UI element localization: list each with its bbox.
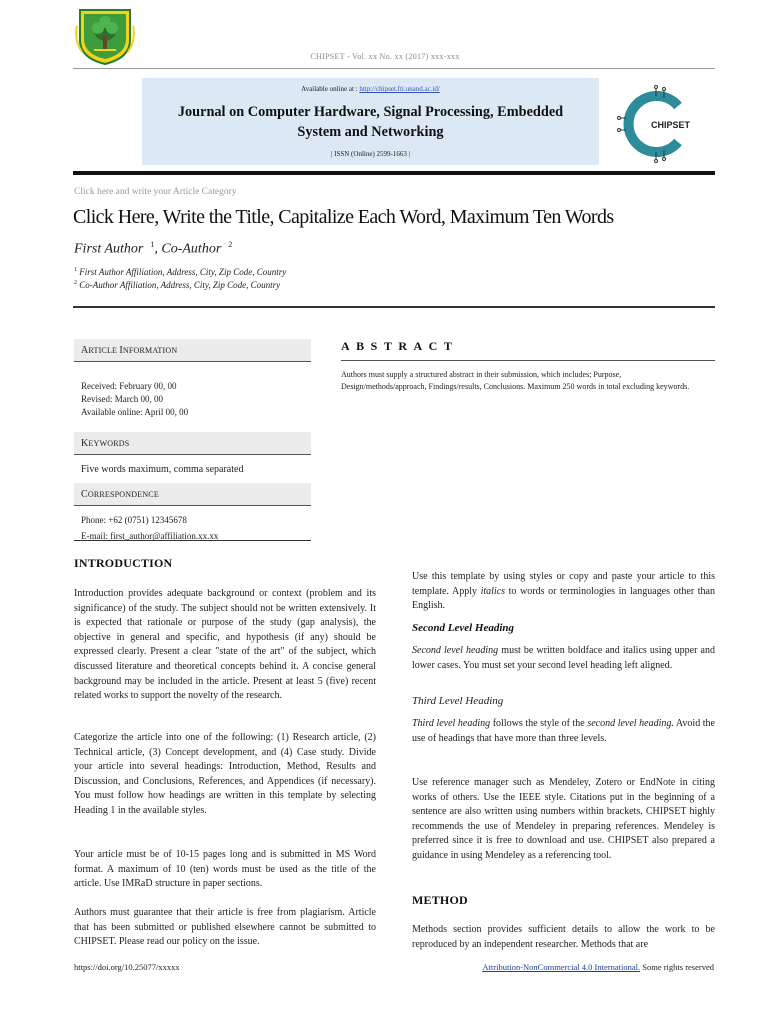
availability-line (142, 85, 599, 93)
method-paragraph-1 (412, 923, 715, 952)
chipset-logo (616, 84, 698, 164)
received-date: Received: February 00, 00 (81, 381, 177, 391)
keywords-heading (74, 432, 311, 454)
right-paragraph-1 (412, 570, 715, 614)
right-p3-rest: Avoid the use of headings that have more than three levels. (412, 718, 715, 744)
method-p1-text: Methods section provides sufficient details to allow the work to be reproduced by an independent researcher. Methods that are (412, 924, 715, 950)
affiliation-2 (74, 280, 280, 290)
correspondence-rule (74, 505, 311, 506)
aff1-text: First Author Affiliation, Address, City, Zip Code, Country (79, 267, 287, 277)
aff2-text: Co-Author Affiliation, Address, City, Zip Code, Country (79, 280, 281, 290)
right-p1-italic: italics (480, 585, 506, 597)
journal-title-line1: Journal on Computer Hardware, Signal Processing, Embedded (177, 104, 564, 120)
right-p1-part-b: to words or terminologies in languages other than English. (412, 585, 715, 612)
journal-title-line2: System and Networking (297, 123, 444, 140)
third-level-heading: Third Level Heading (412, 695, 504, 707)
heading-smallcaps: ORRESPONDENCE (87, 490, 159, 499)
first-author: First Author (74, 241, 144, 257)
journal-url-link[interactable]: http://chipset.fti.unand.ac.id/ (359, 85, 440, 93)
header-divider (73, 68, 715, 69)
intro-paragraph-4 (74, 906, 376, 950)
intro-paragraph-2 (74, 731, 376, 819)
right-p3-italic-2: second level heading. (587, 718, 674, 729)
keywords-text: Five words maximum, comma separated (81, 464, 244, 475)
intro-p1-text: Introduction provides adequate background or context (problem and its significance) of the study. The subject should not be written extensively. It is expected that rationale or purpose of the study (gap analysis), the objective in general and specific, and hypothesis (if any) should be expressed clearly. Present a clear "state of the art" of the subject, which discussed literature and theoretical concepts behind it. A concise general background may be included in the article. Present at least 5 (five) recent related works to support the novelty of the research. (74, 588, 376, 702)
abstract-text[interactable]: Authors must supply a structured abstract in their submission, which includes; Purpose, Design/methods/approach, Findings/results, Conclusions. Maximum 250 words in total excluding keywords. (341, 370, 690, 391)
affiliation-1 (74, 267, 286, 277)
heading-initial: K (81, 438, 89, 449)
title-divider (73, 306, 715, 308)
heading-initial-2: I (119, 345, 123, 356)
heading-smallcaps: EYWORDS (88, 439, 130, 448)
article-dates (81, 380, 188, 419)
heading-smallcaps: RTICLE (88, 346, 120, 355)
article-information-heading (74, 339, 311, 361)
issn-line: | ISSN (Online) 2599-1663 | (330, 150, 411, 158)
intro-p4-text: Authors must guarantee that their article is free from plagiarism. Article that has been submitted or published elsewhere cannot be submitted to CHIPSET. Please read our policy on the issue. (74, 907, 376, 948)
heading-initial: C (81, 489, 88, 500)
second-level-heading: Second Level Heading (412, 622, 515, 634)
keywords-rule (74, 454, 311, 455)
heading-initial: A (81, 345, 89, 356)
right-p3-italic-1: Third level heading (412, 718, 491, 729)
journal-title (142, 103, 599, 142)
license-link[interactable]: Attribution-NonCommercial 4.0 International. (482, 962, 641, 972)
right-paragraph-4 (412, 776, 715, 864)
correspondence-heading (74, 483, 311, 505)
author1-superscript: 1 (150, 240, 155, 249)
article-information-rule (74, 361, 311, 362)
co-author: , Co-Author (154, 241, 222, 257)
abstract-heading: ABSTRACT (341, 339, 459, 353)
available-date: Available online: April 00, 00 (81, 407, 189, 417)
aff2-superscript: 2 (74, 280, 77, 286)
intro-paragraph-3 (74, 848, 376, 892)
intro-p2-text: Categorize the article into one of the following: (1) Research article, (2) Technical article, (3) Concept development, and (4) Case study. Divide your article into several headings: Introduction, Method, Results and Discussion, and Conclusions, References, and Appendices (if necessary). You must follow how headings are written in this template by selecting Heading 1 in the available styles. (74, 732, 376, 816)
right-paragraph-3 (412, 717, 715, 746)
author2-superscript: 2 (228, 240, 233, 249)
author-line (74, 240, 232, 258)
intro-paragraph-1 (74, 587, 376, 704)
revised-date: Revised: March 00, 00 (81, 394, 163, 404)
phone-text: Phone: +62 (0751) 12345678 (81, 515, 187, 525)
email-text: E-mail: first_author@affiliation.xx.xx (81, 531, 219, 541)
running-head: CHIPSET - Vol. xx No. xx (2017) xxx-xxx (310, 52, 460, 61)
heading-smallcaps-2: NFORMATION (122, 346, 178, 355)
right-p4-text: Use reference manager such as Mendeley, Zotero or EndNote in citing works of others. Use the IEEE style. Citations put in the beginning of a sentence are also written using numbers within brackets. CHIPSET highly recommends the use of Mendeley in preparing references. Mendeley is preferred since it is free to download and use. CHIPSET also prepared a guidance in using Mendeley as a referencing tool. (412, 777, 715, 861)
availability-label: Available online at : (301, 85, 360, 93)
aff1-superscript: 1 (74, 267, 77, 273)
doi-footer: https://doi.org/10.25077/xxxxx (74, 962, 180, 972)
journal-banner (142, 78, 599, 165)
license-footer (482, 962, 714, 972)
right-p2-italic: Second level heading (412, 645, 499, 656)
method-heading: METHOD (412, 893, 468, 907)
license-rest: Some rights reserved (640, 962, 714, 972)
intro-p3-text: Your article must be of 10-15 pages long and is submitted in MS Word format. A maximum of 10 (ten) words must be used as the title of the article. Use IMRaD structure in paper sections. (74, 849, 376, 890)
right-paragraph-2 (412, 644, 715, 673)
masthead-divider (73, 171, 715, 175)
chipset-logo-text: CHIPSET (651, 120, 691, 130)
article-category[interactable]: Click here and write your Article Category (74, 187, 237, 197)
paper-title[interactable]: Click Here, Write the Title, Capitalize Each Word, Maximum Ten Words (73, 206, 614, 228)
info-bottom-rule (74, 540, 311, 541)
abstract-rule (341, 360, 715, 361)
right-p2-rest: must be written boldface and italics using upper and lower cases. You must set your second level heading left aligned. (412, 645, 715, 671)
right-p1-part-a: Use this template by using styles or copy and paste your article to this template. Apply (412, 571, 715, 597)
introduction-heading: INTRODUCTION (74, 556, 173, 570)
right-p3-mid: follows the style of the (490, 718, 588, 729)
